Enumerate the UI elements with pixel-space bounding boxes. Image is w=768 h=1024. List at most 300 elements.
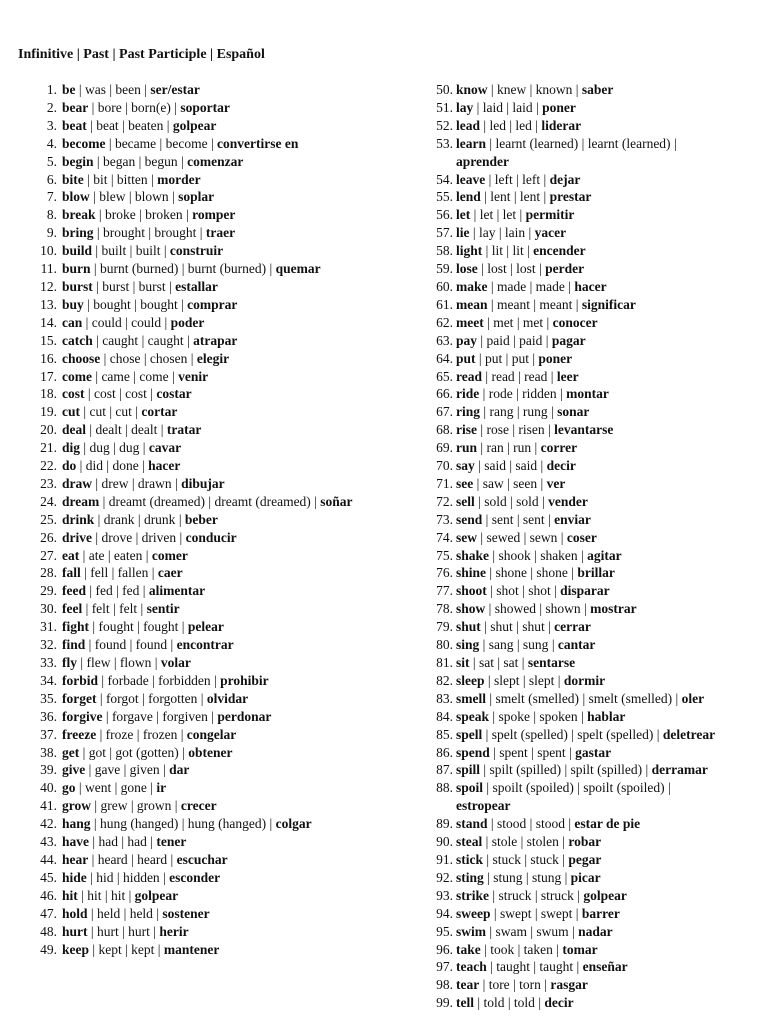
item-number: 99. (436, 995, 453, 1011)
list-item: 94. sweep | swept | swept | barrer (436, 905, 620, 921)
verb-infinitive: build (62, 243, 93, 259)
verb-infinitive: cost (62, 386, 85, 402)
verb-past-participle: stood (535, 816, 565, 832)
item-number: 35. (40, 690, 57, 706)
item-number: 88. (436, 780, 453, 796)
list-item: 10. build | built | built | construir (40, 243, 224, 259)
verb-past-participle: spoilt (spoiled) (583, 780, 665, 796)
list-item: 38. get | got | got (gotten) | obtener (40, 744, 233, 760)
verb-spanish: quemar (275, 261, 321, 277)
verb-past: went (84, 780, 112, 796)
verb-past-participle: hit (110, 887, 126, 903)
verb-past-participle: sent (522, 511, 545, 527)
verb-past: swept (499, 905, 532, 921)
verb-infinitive: buy (62, 296, 84, 312)
list-item: 30. feel | felt | felt | sentir (40, 601, 180, 617)
verb-infinitive: fight (62, 619, 89, 635)
verb-past: chose (109, 350, 141, 366)
list-item: 4. become | became | become | convertirse en (46, 135, 299, 151)
list-item: 78. show | showed | shown | mostrar (436, 601, 637, 617)
verb-spanish: construir (169, 243, 224, 259)
list-item: 47. hold | held | held | sostener (40, 905, 210, 921)
verb-infinitive: see (456, 475, 474, 491)
list-item: 37. freeze | froze | frozen | congelar (40, 726, 237, 742)
verb-spanish: cantar (557, 637, 596, 653)
verb-past: ran (486, 440, 504, 456)
item-number: 46. (40, 887, 57, 903)
verb-spanish: poder (170, 314, 205, 330)
verb-infinitive: tell (456, 995, 474, 1011)
verb-past-participle: laid (512, 99, 533, 115)
list-item: 90. steal | stole | stolen | robar (436, 834, 602, 850)
verb-infinitive: lend (456, 189, 481, 205)
verb-infinitive: give (62, 762, 86, 778)
verb-past: sewed (486, 529, 521, 545)
list-item: 48. hurt | hurt | hurt | herir (40, 923, 189, 939)
list-item: 73. send | sent | sent | enviar (436, 511, 591, 527)
verb-past: spilt (spilled) (489, 762, 562, 778)
verb-infinitive: hide (62, 869, 87, 885)
verb-spanish: poner (542, 99, 576, 115)
item-number: 14. (40, 314, 57, 330)
item-number: 70. (436, 458, 453, 474)
list-item: 20. deal | dealt | dealt | tratar (40, 422, 202, 438)
verb-spanish: picar (570, 869, 601, 885)
item-number: 4. (46, 135, 57, 151)
verb-spanish: dibujar (181, 475, 225, 491)
verb-infinitive: say (456, 458, 475, 474)
verb-past-participle: stolen (526, 834, 559, 850)
list-item: 98. tear | tore | torn | rasgar (436, 977, 588, 993)
verb-past: forgot (105, 690, 139, 706)
verb-spanish: derramar (651, 762, 708, 778)
list-item: 8. break | broke | broken | romper (46, 207, 236, 223)
verb-infinitive: burn (62, 261, 91, 277)
verb-past-participle: come (139, 368, 169, 384)
verb-past-participle: built (135, 243, 161, 259)
verb-spanish: correr (540, 440, 578, 456)
verb-past: slept (493, 672, 520, 688)
verb-spanish: oler (681, 690, 705, 706)
verb-infinitive: be (62, 82, 76, 97)
verb-infinitive: shoot (456, 583, 487, 599)
item-number: 32. (40, 637, 57, 653)
item-number: 78. (436, 601, 453, 617)
verb-infinitive: bring (62, 225, 94, 241)
list-item: 18. cost | cost | cost | costar (40, 386, 192, 402)
verb-infinitive: lose (456, 261, 478, 277)
verb-spanish: hacer (574, 278, 607, 294)
verb-infinitive: begin (62, 153, 94, 169)
verb-infinitive: take (456, 941, 481, 957)
verb-spanish: montar (566, 386, 609, 402)
verb-past: beat (96, 117, 119, 133)
item-number: 79. (436, 619, 453, 635)
verb-infinitive: swim (456, 923, 486, 939)
verb-past-participle: torn (519, 977, 541, 993)
verb-infinitive: forbid (62, 672, 99, 688)
verb-past-participle: hidden (122, 869, 160, 885)
verb-spanish: sentarse (527, 655, 576, 670)
verb-spanish: prestar (549, 189, 592, 205)
verb-spanish: pegar (568, 851, 602, 867)
list-item: 23. draw | drew | drawn | dibujar (40, 475, 225, 491)
item-number: 95. (436, 923, 453, 939)
verb-spanish: pelear (187, 619, 224, 635)
verb-infinitive: send (456, 511, 483, 527)
item-number: 71. (436, 475, 453, 491)
verb-infinitive: fall (62, 565, 81, 581)
list-item: 53. learn | learnt (learned) | learnt (learned) | aprender (436, 135, 677, 169)
verb-spanish: encender (533, 243, 586, 259)
verb-spanish: crecer (180, 798, 217, 814)
list-item: 43. have | had | had | tener (40, 834, 187, 850)
verb-past: smelt (smelled) (495, 690, 580, 706)
verb-past: had (98, 834, 118, 850)
verb-past-participle: could (131, 314, 162, 330)
list-item: 67. ring | rang | rung | sonar (436, 404, 590, 420)
verb-past-participle: grown (136, 798, 172, 814)
verb-past-participle: hurt (128, 923, 150, 939)
list-item: 25. drink | drank | drunk | beber (40, 511, 218, 527)
verb-infinitive: blow (62, 189, 90, 205)
verb-infinitive: spell (456, 726, 483, 742)
item-number: 74. (436, 529, 453, 545)
verb-past-participle: paid (519, 332, 543, 348)
verb-infinitive: get (62, 744, 80, 760)
verb-past: broke (104, 207, 136, 223)
verb-past-participle: dreamt (dreamed) (214, 493, 311, 509)
verb-infinitive: show (456, 601, 486, 617)
verb-past-participle: lost (516, 261, 536, 277)
list-item: 56. let | let | let | permitir (436, 207, 575, 223)
verb-past-participle: taken (523, 941, 553, 957)
item-number: 55. (436, 189, 453, 205)
verb-spanish: significar (581, 296, 636, 312)
verb-past: shook (498, 547, 531, 563)
verb-infinitive: sew (456, 529, 477, 545)
verb-infinitive: sing (456, 637, 480, 653)
verb-spanish: saber (581, 82, 614, 97)
verb-past-participle: drunk (143, 511, 176, 527)
verb-past-participle: struck (540, 887, 574, 903)
list-item: 75. shake | shook | shaken | agitar (436, 547, 622, 563)
verb-past-participle: fed (122, 583, 140, 599)
verb-past-participle: smelt (smelled) (588, 690, 673, 706)
verb-past: sold (484, 493, 507, 509)
item-number: 27. (40, 547, 57, 563)
verb-spanish: tener (156, 834, 187, 850)
verb-spanish: dormir (563, 672, 606, 688)
verb-past-participle: forgotten (148, 690, 198, 706)
list-item: 91. stick | stuck | stuck | pegar (436, 851, 602, 867)
verb-past: brought (102, 225, 145, 241)
verb-past: hurt (96, 923, 119, 939)
verb-past-participle: bitten (116, 171, 148, 187)
verb-past-participle: known (535, 82, 573, 97)
item-number: 37. (40, 726, 57, 742)
verb-past: built (101, 243, 127, 259)
verb-infinitive: spoil (456, 780, 484, 796)
verb-spanish: herir (159, 923, 189, 939)
list-item: 31. fight | fought | fought | pelear (40, 619, 224, 635)
verb-list-left (0, 81, 390, 958)
verb-infinitive: feed (62, 583, 86, 599)
verb-past: lay (478, 225, 496, 241)
list-item: 65. read | read | read | leer (436, 368, 579, 384)
verb-infinitive: leave (456, 171, 486, 187)
item-number: 94. (436, 905, 453, 921)
verb-past: shot (496, 583, 519, 599)
verb-past-participle: rung (522, 404, 548, 420)
verb-past-participle: taught (539, 959, 574, 975)
verb-past: held (96, 905, 121, 921)
verb-infinitive: grow (62, 798, 91, 814)
verb-spanish: ser/estar (150, 82, 200, 97)
list-item: 81. sit | sat | sat | sentarse (436, 655, 576, 670)
verb-past: read (491, 368, 515, 384)
verb-past: dug (89, 440, 110, 456)
verb-infinitive: catch (62, 332, 93, 348)
verb-spanish: robar (568, 834, 602, 850)
verb-spanish: atrapar (193, 332, 238, 348)
verb-spanish: golpear (583, 887, 627, 903)
verb-spanish: dar (169, 762, 190, 778)
list-item: 99. tell | told | told | decir (436, 995, 574, 1011)
item-number: 56. (436, 207, 453, 223)
verb-infinitive: lead (456, 117, 481, 133)
item-number: 66. (436, 386, 453, 402)
list-item: 83. smell | smelt (smelled) | smelt (smelled) | oler (436, 690, 705, 706)
verb-past: spoke (498, 708, 530, 724)
list-item: 46. hit | hit | hit | golpear (40, 887, 179, 903)
verb-past-participle: held (129, 905, 153, 921)
item-number: 6. (46, 171, 57, 187)
verb-past: led (489, 117, 506, 133)
verb-spanish: cortar (141, 404, 178, 420)
verb-past-participle: lent (519, 189, 541, 205)
verb-spanish: ir (156, 780, 167, 796)
verb-spanish: coser (566, 529, 597, 545)
verb-past: was (84, 82, 106, 97)
verb-past: put (484, 350, 503, 366)
verb-spanish: alimentar (148, 583, 206, 599)
verb-past: rose (486, 422, 509, 438)
verb-past-participle: cost (125, 386, 147, 402)
verb-past-participle: put (511, 350, 529, 366)
item-number: 93. (436, 887, 453, 903)
item-number: 21. (40, 440, 57, 456)
verb-spanish: enviar (554, 511, 591, 527)
item-number: 50. (436, 82, 453, 97)
item-number: 75. (436, 547, 453, 563)
item-number: 33. (40, 655, 57, 670)
list-item: 79. shut | shut | shut | cerrar (436, 619, 591, 635)
list-item: 63. pay | paid | paid | pagar (436, 332, 586, 348)
verb-past-participle: born(e) (131, 99, 171, 115)
verb-past: heard (97, 851, 128, 867)
verb-infinitive: fly (62, 655, 77, 670)
verb-spanish: pagar (551, 332, 586, 348)
list-item: 13. buy | bought | bought | comprar (40, 296, 238, 312)
verb-infinitive: freeze (62, 726, 97, 742)
verb-past-participle: gone (120, 780, 147, 796)
item-number: 30. (40, 601, 57, 617)
verb-spanish: hacer (148, 458, 181, 474)
list-item: 70. say | said | said | decir (436, 458, 576, 474)
item-number: 15. (40, 332, 57, 348)
verb-spanish: gastar (575, 744, 612, 760)
verb-spanish: sonar (557, 404, 590, 420)
verb-past: hid (96, 869, 114, 885)
item-number: 61. (436, 296, 453, 312)
verb-infinitive: shake (456, 547, 490, 563)
item-number: 77. (436, 583, 453, 599)
verb-past-participle: found (135, 637, 168, 653)
verb-spanish: conocer (552, 314, 598, 330)
verb-spanish: vender (548, 493, 588, 509)
list-item: 22. do | did | done | hacer (40, 458, 181, 474)
verb-spanish: morder (157, 171, 201, 187)
verb-infinitive: have (62, 834, 89, 850)
verb-infinitive: make (456, 278, 488, 294)
item-number: 1. (46, 82, 57, 97)
verb-past: burnt (burned) (99, 261, 179, 277)
verb-spanish: tomar (562, 941, 598, 957)
verb-spanish: sentir (146, 601, 180, 617)
item-number: 57. (436, 225, 453, 241)
verb-past-participle: shown (545, 601, 581, 617)
verb-past: laid (482, 99, 503, 115)
verb-past-participle: kept (131, 941, 155, 957)
list-item: 45. hide | hid | hidden | esconder (40, 869, 221, 885)
verb-past-participle: sold (516, 493, 539, 509)
verb-past-participle: forgiven (162, 708, 208, 724)
verb-past-participle: made (535, 278, 565, 294)
verb-past: swam (495, 923, 527, 939)
verb-past-participle: stung (531, 869, 562, 885)
list-item: 82. sleep | slept | slept | dormir (436, 672, 606, 688)
list-item: 93. strike | struck | struck | golpear (436, 887, 627, 903)
list-item: 58. light | lit | lit | encender (436, 243, 586, 259)
verb-past-participle: sung (522, 637, 549, 653)
verb-past-participle: seen (513, 475, 538, 491)
verb-past: fell (90, 565, 109, 581)
verb-past: sent (491, 511, 514, 527)
verb-past-participle: swum (536, 923, 569, 939)
verb-past: lent (490, 189, 511, 205)
list-item: 28. fall | fell | fallen | caer (40, 565, 183, 581)
list-item: 68. rise | rose | risen | levantarse (436, 422, 614, 438)
item-number: 45. (40, 869, 57, 885)
verb-infinitive: smell (456, 690, 486, 706)
list-item: 55. lend | lent | lent | prestar (436, 189, 592, 205)
verb-spanish: rasgar (550, 977, 588, 993)
verb-infinitive: hear (62, 851, 89, 867)
verb-infinitive: shine (456, 565, 487, 581)
verb-spanish: sostener (162, 905, 210, 921)
item-number: 62. (436, 314, 453, 330)
verb-past: sat (478, 655, 494, 670)
verb-infinitive: forget (62, 690, 97, 706)
verb-past-participle: begun (144, 153, 178, 169)
verb-past-participle: flown (119, 655, 152, 670)
verb-past: fought (98, 619, 134, 635)
verb-spanish: dejar (549, 171, 581, 187)
item-number: 89. (436, 816, 453, 832)
verb-past: caught (102, 332, 139, 348)
verb-spanish: golpear (134, 887, 179, 903)
verb-infinitive: hold (62, 905, 88, 921)
verb-infinitive: stick (456, 851, 483, 867)
verb-infinitive: spill (456, 762, 481, 778)
item-number: 91. (436, 851, 453, 867)
list-item: 57. lie | lay | lain | yacer (436, 225, 567, 241)
verb-infinitive: do (62, 458, 77, 474)
verb-spanish: cerrar (554, 619, 591, 635)
item-number: 47. (40, 905, 57, 921)
verb-infinitive: bite (62, 171, 84, 187)
verb-infinitive: sweep (456, 905, 491, 921)
item-number: 3. (46, 117, 57, 133)
verb-past-participle: slept (528, 672, 555, 688)
verb-spanish: hablar (587, 708, 626, 724)
list-item: 41. grow | grew | grown | crecer (40, 798, 217, 814)
verb-spanish: brillar (577, 565, 615, 581)
list-item: 44. hear | heard | heard | escuchar (40, 851, 228, 867)
verb-infinitive: hurt (62, 923, 88, 939)
list-item: 21. dig | dug | dug | cavar (40, 440, 182, 456)
item-number: 25. (40, 511, 57, 527)
list-item: 42. hang | hung (hanged) | hung (hanged) | colgar (40, 816, 312, 832)
verb-infinitive: drink (62, 511, 95, 527)
verb-past: spoilt (spoiled) (492, 780, 574, 796)
verb-past: did (85, 458, 103, 474)
list-item: 64. put | put | put | poner (436, 350, 573, 366)
verb-past-participle: eaten (113, 547, 143, 563)
verb-past: came (101, 368, 130, 384)
verb-past: found (94, 637, 127, 653)
verb-past-participle: cut (115, 404, 132, 420)
verb-spanish: soñar (320, 493, 353, 509)
verb-past: got (88, 744, 106, 760)
verb-past-participle: forbidden (158, 672, 211, 688)
verb-past: froze (105, 726, 134, 742)
verb-past-participle: told (513, 995, 535, 1011)
verb-past: blew (99, 189, 126, 205)
verb-past-participle: fought (143, 619, 179, 635)
verb-past-participle: got (gotten) (115, 744, 179, 760)
verb-past: stung (493, 869, 523, 885)
verb-spanish: perdonar (217, 708, 272, 724)
item-number: 26. (40, 529, 57, 545)
verb-past: taught (496, 959, 530, 975)
verb-past: shut (490, 619, 513, 635)
verb-infinitive: learn (456, 135, 486, 151)
item-number: 90. (436, 834, 453, 850)
list-item: 59. lose | lost | lost | perder (436, 261, 585, 277)
verb-spanish: prohibir (220, 672, 269, 688)
verb-infinitive: read (456, 368, 482, 384)
verb-past: drew (101, 475, 129, 491)
item-number: 76. (436, 565, 453, 581)
verb-past: cost (93, 386, 116, 402)
verb-infinitive: strike (456, 887, 489, 903)
verb-past-participle: lain (504, 225, 526, 241)
verb-past-participle: said (515, 458, 538, 474)
item-number: 69. (436, 440, 453, 456)
verb-infinitive: put (456, 350, 476, 366)
